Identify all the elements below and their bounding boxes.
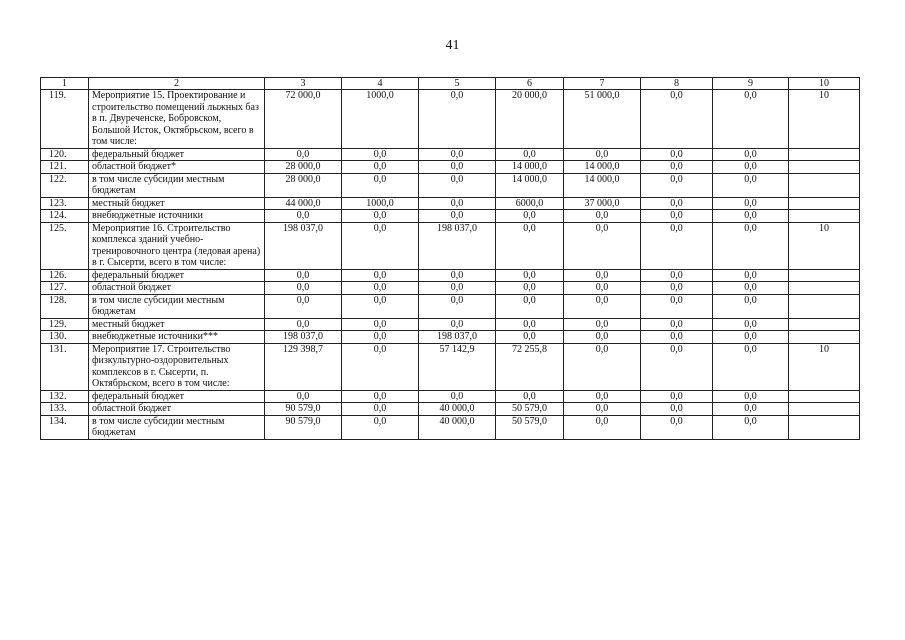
amount-cell: 198 037,0: [419, 222, 496, 269]
row-number: 123.: [41, 197, 89, 210]
amount-cell: 0,0: [564, 222, 641, 269]
amount-cell: 0,0: [342, 318, 419, 331]
amount-cell: 50 579,0: [496, 415, 564, 439]
table-row: [41, 415, 860, 439]
target-value-cell: 10: [789, 90, 860, 149]
row-name: Мероприятие 15. Проектирование и строительство помещений лыжных баз в п. Двуреченске, Бобровском, Большой Исток, Октябрьском, всего в том числе:: [89, 90, 265, 149]
amount-cell: 1000,0: [342, 197, 419, 210]
amount-cell: 40 000,0: [419, 403, 496, 416]
amount-cell: 0,0: [342, 331, 419, 344]
amount-cell: 0,0: [713, 210, 789, 223]
row-number: 119.: [41, 90, 89, 149]
amount-cell: 0,0: [713, 331, 789, 344]
row-number: 127.: [41, 282, 89, 295]
target-value-cell: 10: [789, 222, 860, 269]
table-row: [41, 269, 860, 282]
target-value-cell: [789, 390, 860, 403]
column-header: 10: [789, 78, 860, 90]
column-header: 5: [419, 78, 496, 90]
table-row: [41, 161, 860, 174]
row-name: внебюджетные источники***: [89, 331, 265, 344]
table-row: [41, 173, 860, 197]
amount-cell: 0,0: [713, 403, 789, 416]
amount-cell: 90 579,0: [265, 403, 342, 416]
row-name: местный бюджет: [89, 318, 265, 331]
amount-cell: 0,0: [713, 318, 789, 331]
row-name: областной бюджет: [89, 403, 265, 416]
table-row: [41, 318, 860, 331]
row-name: Мероприятие 17. Строительство физкультурно-оздоровительных комплексов в г. Сысерти, п. Октябрьском, всего в том числе:: [89, 343, 265, 390]
row-name: федеральный бюджет: [89, 269, 265, 282]
amount-cell: 0,0: [564, 210, 641, 223]
amount-cell: 0,0: [419, 197, 496, 210]
amount-cell: 44 000,0: [265, 197, 342, 210]
amount-cell: 0,0: [641, 331, 713, 344]
column-header: 8: [641, 78, 713, 90]
table-row: [41, 390, 860, 403]
amount-cell: 57 142,9: [419, 343, 496, 390]
amount-cell: 0,0: [496, 331, 564, 344]
column-header: 1: [41, 78, 89, 90]
amount-cell: 0,0: [265, 148, 342, 161]
column-header: 4: [342, 78, 419, 90]
amount-cell: 72 000,0: [265, 90, 342, 149]
amount-cell: 51 000,0: [564, 90, 641, 149]
amount-cell: 90 579,0: [265, 415, 342, 439]
row-name: в том числе субсидии местным бюджетам: [89, 294, 265, 318]
amount-cell: 0,0: [265, 294, 342, 318]
row-number: 130.: [41, 331, 89, 344]
amount-cell: 0,0: [342, 148, 419, 161]
amount-cell: 0,0: [564, 403, 641, 416]
amount-cell: 28 000,0: [265, 161, 342, 174]
amount-cell: 0,0: [713, 148, 789, 161]
amount-cell: 0,0: [342, 390, 419, 403]
amount-cell: 0,0: [342, 294, 419, 318]
amount-cell: 0,0: [342, 269, 419, 282]
amount-cell: 0,0: [342, 222, 419, 269]
amount-cell: 14 000,0: [496, 173, 564, 197]
amount-cell: 0,0: [265, 318, 342, 331]
amount-cell: 0,0: [713, 269, 789, 282]
row-number: 133.: [41, 403, 89, 416]
amount-cell: 0,0: [342, 343, 419, 390]
amount-cell: 0,0: [641, 403, 713, 416]
amount-cell: 0,0: [641, 161, 713, 174]
amount-cell: 0,0: [342, 161, 419, 174]
amount-cell: 0,0: [641, 90, 713, 149]
amount-cell: 0,0: [713, 343, 789, 390]
amount-cell: 0,0: [641, 318, 713, 331]
amount-cell: 0,0: [564, 269, 641, 282]
amount-cell: 0,0: [342, 173, 419, 197]
row-name: в том числе субсидии местным бюджетам: [89, 173, 265, 197]
amount-cell: 0,0: [419, 282, 496, 295]
table-row: [41, 331, 860, 344]
target-value-cell: [789, 197, 860, 210]
row-number: 126.: [41, 269, 89, 282]
amount-cell: 0,0: [419, 210, 496, 223]
amount-cell: 0,0: [713, 222, 789, 269]
amount-cell: 0,0: [342, 210, 419, 223]
amount-cell: 28 000,0: [265, 173, 342, 197]
amount-cell: 0,0: [564, 415, 641, 439]
amount-cell: 37 000,0: [564, 197, 641, 210]
table-row: [41, 222, 860, 269]
amount-cell: 0,0: [713, 390, 789, 403]
target-value-cell: [789, 415, 860, 439]
amount-cell: 0,0: [496, 318, 564, 331]
amount-cell: 0,0: [419, 390, 496, 403]
amount-cell: 0,0: [564, 148, 641, 161]
amount-cell: 0,0: [496, 210, 564, 223]
row-number: 120.: [41, 148, 89, 161]
amount-cell: 198 037,0: [265, 331, 342, 344]
amount-cell: 0,0: [419, 173, 496, 197]
amount-cell: 14 000,0: [564, 173, 641, 197]
amount-cell: 14 000,0: [496, 161, 564, 174]
row-name: федеральный бюджет: [89, 390, 265, 403]
amount-cell: 0,0: [342, 282, 419, 295]
amount-cell: 0,0: [419, 148, 496, 161]
amount-cell: 0,0: [265, 390, 342, 403]
amount-cell: 0,0: [265, 282, 342, 295]
amount-cell: 0,0: [564, 294, 641, 318]
amount-cell: 0,0: [265, 210, 342, 223]
amount-cell: 0,0: [496, 282, 564, 295]
amount-cell: 1000,0: [342, 90, 419, 149]
amount-cell: 0,0: [641, 269, 713, 282]
table-row: [41, 403, 860, 416]
amount-cell: 0,0: [419, 294, 496, 318]
column-header: 2: [89, 78, 265, 90]
amount-cell: 0,0: [713, 294, 789, 318]
amount-cell: 0,0: [496, 222, 564, 269]
amount-cell: 0,0: [641, 173, 713, 197]
row-number: 122.: [41, 173, 89, 197]
column-header: 6: [496, 78, 564, 90]
target-value-cell: [789, 403, 860, 416]
amount-cell: 0,0: [419, 90, 496, 149]
amount-cell: 50 579,0: [496, 403, 564, 416]
amount-cell: 0,0: [641, 282, 713, 295]
column-header: 3: [265, 78, 342, 90]
table-row: [41, 343, 860, 390]
amount-cell: 198 037,0: [265, 222, 342, 269]
amount-cell: 129 398,7: [265, 343, 342, 390]
amount-cell: 0,0: [564, 331, 641, 344]
amount-cell: 0,0: [641, 148, 713, 161]
amount-cell: 0,0: [564, 318, 641, 331]
amount-cell: 0,0: [713, 415, 789, 439]
table-row: [41, 90, 860, 149]
amount-cell: 0,0: [496, 390, 564, 403]
target-value-cell: 10: [789, 343, 860, 390]
amount-cell: 0,0: [641, 343, 713, 390]
row-name: федеральный бюджет: [89, 148, 265, 161]
amount-cell: 198 037,0: [419, 331, 496, 344]
target-value-cell: [789, 161, 860, 174]
target-value-cell: [789, 331, 860, 344]
row-name: Мероприятие 16. Строительство комплекса зданий учебно-тренировочного центра (ледовая арена) в г. Сысерти, всего в том числе:: [89, 222, 265, 269]
target-value-cell: [789, 173, 860, 197]
amount-cell: 0,0: [641, 210, 713, 223]
row-name: в том числе субсидии местным бюджетам: [89, 415, 265, 439]
amount-cell: 0,0: [496, 294, 564, 318]
amount-cell: 0,0: [713, 173, 789, 197]
target-value-cell: [789, 148, 860, 161]
amount-cell: 0,0: [564, 390, 641, 403]
row-name: областной бюджет: [89, 282, 265, 295]
row-number: 131.: [41, 343, 89, 390]
amount-cell: 0,0: [564, 343, 641, 390]
row-number: 125.: [41, 222, 89, 269]
amount-cell: 0,0: [641, 294, 713, 318]
amount-cell: 72 255,8: [496, 343, 564, 390]
row-number: 121.: [41, 161, 89, 174]
amount-cell: 0,0: [713, 197, 789, 210]
row-name: областной бюджет*: [89, 161, 265, 174]
amount-cell: 0,0: [713, 90, 789, 149]
amount-cell: 0,0: [641, 197, 713, 210]
row-name: местный бюджет: [89, 197, 265, 210]
amount-cell: 40 000,0: [419, 415, 496, 439]
header-row: [41, 78, 860, 90]
table-row: [41, 210, 860, 223]
row-number: 134.: [41, 415, 89, 439]
row-number: 124.: [41, 210, 89, 223]
amount-cell: 6000,0: [496, 197, 564, 210]
target-value-cell: [789, 269, 860, 282]
table-row: [41, 148, 860, 161]
amount-cell: 0,0: [713, 282, 789, 295]
amount-cell: 0,0: [496, 269, 564, 282]
amount-cell: 0,0: [641, 222, 713, 269]
amount-cell: 0,0: [564, 282, 641, 295]
row-number: 132.: [41, 390, 89, 403]
target-value-cell: [789, 210, 860, 223]
amount-cell: 0,0: [265, 269, 342, 282]
amount-cell: 0,0: [713, 161, 789, 174]
amount-cell: 0,0: [641, 415, 713, 439]
amount-cell: 0,0: [419, 161, 496, 174]
budget-table: [40, 77, 860, 440]
amount-cell: 0,0: [641, 390, 713, 403]
table-row: [41, 294, 860, 318]
target-value-cell: [789, 282, 860, 295]
table-body: [41, 90, 860, 440]
row-number: 129.: [41, 318, 89, 331]
amount-cell: 0,0: [496, 148, 564, 161]
amount-cell: 0,0: [342, 415, 419, 439]
column-header: 9: [713, 78, 789, 90]
amount-cell: 14 000,0: [564, 161, 641, 174]
row-number: 128.: [41, 294, 89, 318]
amount-cell: 0,0: [419, 318, 496, 331]
target-value-cell: [789, 318, 860, 331]
column-header: 7: [564, 78, 641, 90]
row-name: внебюджетные источники: [89, 210, 265, 223]
amount-cell: 20 000,0: [496, 90, 564, 149]
page-number: 41: [445, 38, 460, 53]
table-row: [41, 282, 860, 295]
amount-cell: 0,0: [342, 403, 419, 416]
amount-cell: 0,0: [419, 269, 496, 282]
table-row: [41, 197, 860, 210]
target-value-cell: [789, 294, 860, 318]
